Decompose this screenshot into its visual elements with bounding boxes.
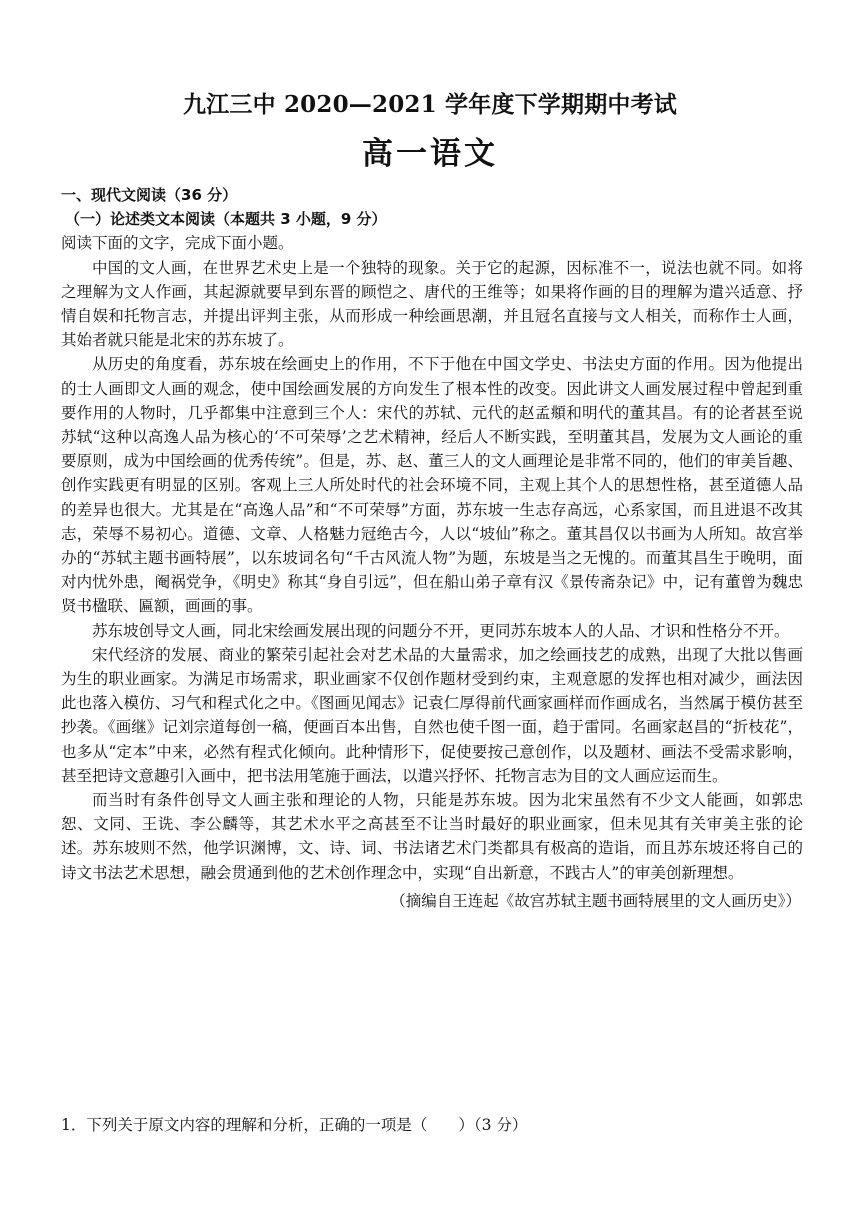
passage-source: （摘编自王连起《故宫苏轼主题书画特展里的文人画历史》） — [390, 891, 801, 910]
exam-title: 九江三中 2020—2021 学年度下学期期中考试 — [182, 91, 678, 118]
passage-paragraph: 中国的文人画，在世界艺术史上是一个独特的现象。关于它的起源，因标准不一，说法也就不同。如将之理解为文人作画，其起源就要早到东晋的顾恺之、唐代的王维等；如果将作画的目的理解为遣兴适意、抒情自娱和托物言志，并提出评判主张，从而形成一种绘画思潮，并且冠名直接与文人相关，而称作士人画，其始者就只能是北宋的苏东坡了。 — [61, 258, 803, 350]
reading-instruction: 阅读下面的文字，完成下面小题。 — [61, 234, 294, 253]
subsection-heading: （一）论述类文本阅读（本题共 3 小题，9 分） — [65, 210, 387, 229]
passage-paragraph: 而当时有条件创导文人画主张和理论的人物，只能是苏东坡。因为北宋虽然有不少文人能画，如郭忠恕、文同、王诜、李公麟等，其艺术水平之高甚至不让当时最好的职业画家，但未见其有关审美主张的论述。苏东坡则不然，他学识渊博，文、诗、词、书法诸艺术门类都具有极高的造诣，而且苏东坡还将自己的诗文书法艺术思想，融会贯通到他的艺术创作理念中，实现“自出新意，不践古人”的审美创新理想。 — [61, 791, 803, 882]
reading-section — [61, 183, 803, 913]
passage-paragraph: 从历史的角度看，苏东坡在绘画史上的作用，不下于他在中国文学史、书法史方面的作用。因为他提出的士人画即文人画的观念，使中国绘画发展的方向发生了根本性的改变。因此讲文人画发展过程中曾起到重要作用的人物时，几乎都集中注意到三个人：宋代的苏轼、元代的赵孟頫和明代的董其昌。有的论者甚至说苏轼“这种以高逸人品为核心的‘不可荣辱’之艺术精神，经后人不断实践，至明董其昌，发展为文人画论的重要原则，成为中国绘画的优秀传统”。但是，苏、赵、董三人的文人画理论是非常不同的，他们的审美旨趣、创作实践更有明显的区别。客观上三人所处时代的社会环境不同，主观上其个人的思想性格，甚至道德人品的差异也很大。尤其是在“高逸人品”和“不可荣辱”方面，苏东坡一生志存高远，心系家国，而且进退不改其志，荣辱不易初心。道德、文章、人格魅力冠绝古今，人以“坡仙”称之。董其昌仅以书画为人所知。故宫举办的“苏轼主题书画特展”，以东坡词名句“千古风流人物”为题，东坡是当之无愧的。而董其昌生于晚明，面对内忧外患，阉祸党争，《明史》称其“身自引远”，但在船山弟子章有汉《景传斋杂记》中，记有董曾为魏忠贤书楹联、匾额，画画的事。 — [61, 355, 803, 616]
subject-title: 高一语文 — [362, 136, 498, 172]
question-1: 1．下列关于原文内容的理解和分析，正确的一项是（ ）（3 分） — [61, 1116, 528, 1134]
passage-paragraph: 宋代经济的发展、商业的繁荣引起社会对艺术品的大量需求，加之绘画技艺的成熟，出现了大批以售画为生的职业画家。为满足市场需求，职业画家不仅创作题材受到约束，主观意愿的发挥也相对减少，画法因此也落入模仿、习气和程式化之中。《图画见闻志》记袁仁厚得前代画家画样而作画成名，当然属于模仿甚至抄袭。《画继》记刘宗道每创一稿，便画百本出售，自然也使千图一面，趋于雷同。名画家赵昌的“折枝花”，也多从“定本”中来，必然有程式化倾向。此种情形下，促使要按己意创作，以及题材、画法不受需求影响，甚至把诗文意趣引入画中，把书法用笔施于画法，以遣兴抒怀、托物言志为目的文人画应运而生。 — [61, 645, 803, 785]
passage-paragraph: 苏东坡创导文人画，同北宋绘画发展出现的问题分不开，更同苏东坡本人的人品、才识和性格分不开。 — [92, 621, 790, 640]
section-heading: 一、现代文阅读（36 分） — [61, 186, 238, 204]
